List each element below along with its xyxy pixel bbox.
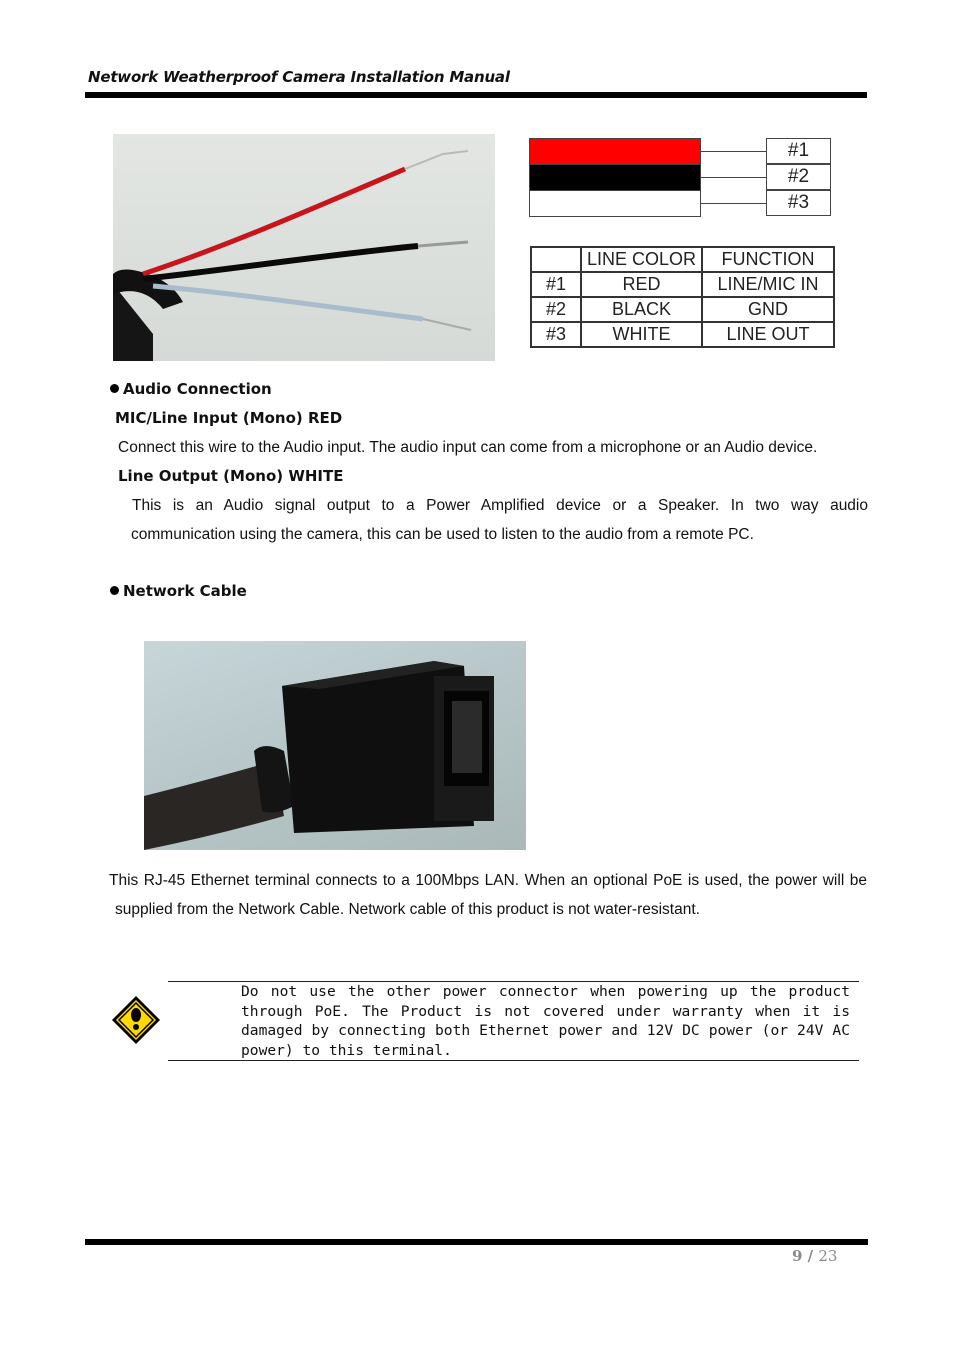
- table-cell: WHITE: [581, 322, 702, 347]
- pin-number-3: #3: [766, 190, 831, 216]
- bullet-icon: [110, 384, 119, 393]
- page-current: 9: [792, 1247, 803, 1265]
- audio-heading: [110, 380, 272, 398]
- footer-rule: [85, 1239, 868, 1245]
- table-cell: BLACK: [581, 297, 702, 322]
- connector-line-3: [701, 203, 766, 204]
- header-rule: [85, 92, 867, 98]
- line-out-description-1: This is an Audio signal output to a Power Amplified device or a Speaker. In two way audio: [132, 497, 868, 514]
- table-row: [531, 272, 834, 297]
- network-description-2: supplied from the Network Cable. Network cable of this product is not water-resistant.: [115, 901, 700, 918]
- table-cell: LINE/MIC IN: [702, 272, 834, 297]
- pin-number-1: #1: [766, 138, 831, 164]
- bullet-icon: [110, 586, 119, 595]
- warning-bottom-rule: [168, 1060, 859, 1061]
- line-out-heading: Line Output (Mono) WHITE: [118, 467, 344, 485]
- table-cell: #3: [531, 322, 581, 347]
- table-row: [531, 297, 834, 322]
- rj45-connector-photo: [144, 641, 526, 850]
- table-header-cell: LINE COLOR: [581, 247, 702, 272]
- table-cell: #1: [531, 272, 581, 297]
- mic-description: Connect this wire to the Audio input. The audio input can come from a microphone or an Audio device.: [118, 439, 818, 456]
- page-total: 23: [818, 1247, 838, 1265]
- warning-icon: [111, 995, 161, 1045]
- table-header-row: [531, 247, 834, 272]
- audio-wires-photo: [113, 134, 495, 361]
- mic-heading: MIC/Line Input (Mono) RED: [115, 409, 343, 427]
- audio-heading-text: Audio Connection: [123, 380, 272, 398]
- warning-text: Do not use the other power connector when powering up the product through PoE. The Product is not covered under warranty when it is damaged by connecting both Ethernet power and 12V DC power (or 24V AC power) to this terminal.: [241, 983, 850, 1059]
- header-title: Network Weatherproof Camera Installation Manual: [88, 68, 510, 86]
- line-out-description-2: communication using the camera, this can be used to listen to the audio from a remote PC.: [131, 526, 754, 543]
- table-cell: LINE OUT: [702, 322, 834, 347]
- pin-number-2: #2: [766, 164, 831, 190]
- network-heading-text: Network Cable: [123, 582, 247, 600]
- network-heading: [110, 582, 247, 600]
- connector-line-2: [701, 177, 766, 178]
- white-wire-bar: [529, 190, 701, 217]
- table-cell: RED: [581, 272, 702, 297]
- page-separator: /: [802, 1247, 819, 1265]
- red-wire-bar: [529, 138, 701, 165]
- table-row: [531, 322, 834, 347]
- table-cell: GND: [702, 297, 834, 322]
- table-cell: #2: [531, 297, 581, 322]
- connector-line-1: [701, 151, 766, 152]
- network-description-1: This RJ-45 Ethernet terminal connects to a 100Mbps LAN. When an optional PoE is used, the power will be: [109, 872, 867, 889]
- black-wire-bar: [529, 164, 701, 191]
- table-header-cell: [531, 247, 581, 272]
- table-header-cell: FUNCTION: [702, 247, 834, 272]
- page-number: [792, 1247, 837, 1265]
- wire-function-table: [530, 246, 835, 348]
